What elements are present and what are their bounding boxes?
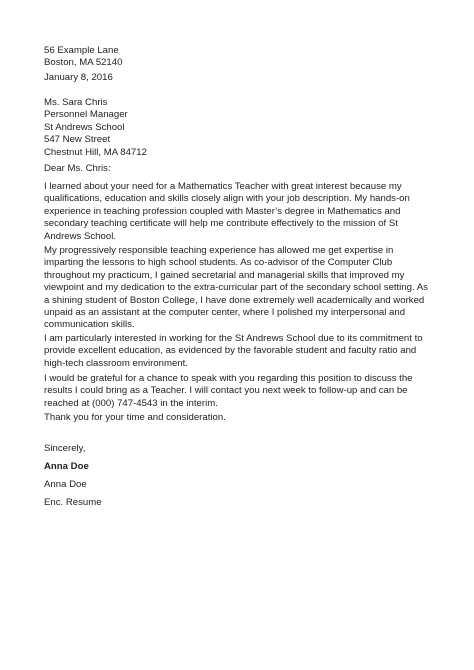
- recipient-city: Chestnut Hill, MA 84712: [44, 146, 147, 158]
- paragraph-line: I am particularly interested in working for the St Andrews School due to its commitment to: [44, 333, 423, 344]
- paragraph-line: Thank you for your time and consideration.: [44, 412, 226, 423]
- recipient-name: Ms. Sara Chris: [44, 97, 108, 108]
- paragraph-line: experience in teaching profession coupled with Master’s degree in Mathematics and: [44, 205, 401, 217]
- recipient-title: Personnel Manager: [44, 109, 128, 121]
- paragraph-line: throughout my practicum, I gained secretarial and managerial skills that improved my: [44, 269, 405, 281]
- paragraph-line: results I could bring as a Teacher. I will contact you next week to follow-up and can be: [44, 385, 408, 397]
- paragraph-line: I would be grateful for a chance to speak with you regarding this position to discuss the: [44, 373, 413, 384]
- recipient-organization: St Andrews School: [44, 121, 125, 133]
- paragraph-line: imparting the lessons to high school students. As co-advisor of the Computer Club: [44, 257, 393, 269]
- recipient-street: 547 New Street: [44, 134, 111, 146]
- letter-date: [44, 72, 444, 84]
- signature: [44, 461, 444, 473]
- paragraph-2: [44, 245, 444, 332]
- paragraph-line: high-tech classroom environment.: [44, 357, 188, 369]
- paragraph-line: a shining student of Boston College, I have done extremely well academically and worked: [44, 294, 425, 306]
- sender-address: [44, 45, 444, 70]
- paragraph-line: I learned about your need for a Mathematics Teacher with great interest because my: [44, 181, 402, 192]
- paragraph-line: communication skills.: [44, 319, 135, 331]
- paragraph-line: secondary teaching certificate will help me contribute effectively to the mission of St: [44, 218, 398, 230]
- sender-street: 56 Example Lane: [44, 45, 119, 56]
- salutation: [44, 163, 444, 175]
- paragraph-3: [44, 333, 444, 370]
- paragraph-line: unpaid as an assistant at the computer center, where I polished my interpersonal and: [44, 307, 406, 319]
- closing: [44, 443, 444, 455]
- typed-name: [44, 479, 444, 491]
- paragraph-1: [44, 181, 444, 243]
- paragraph-line: viewpoint and my dedication to the extra-curricular part of the secondary school setting. As: [44, 282, 428, 294]
- paragraph-line: provide excellent education, as evidenced by the favorable student and faculty ratio and: [44, 345, 417, 357]
- paragraph-line: qualifications, education and skills closely align with your job description. My hands-on: [44, 193, 410, 205]
- paragraph-line: Andrews School.: [44, 230, 116, 242]
- date-text: January 8, 2016: [44, 72, 113, 83]
- signature-name: Anna Doe: [44, 461, 89, 472]
- enclosure: [44, 497, 444, 509]
- paragraph-line: My progressively responsible teaching experience has allowed me get expertise in: [44, 245, 394, 256]
- paragraph-5: [44, 412, 444, 424]
- enclosure-text: Enc. Resume: [44, 497, 102, 508]
- closing-text: Sincerely,: [44, 443, 86, 454]
- paragraph-line: reached at (000) 747-4543 in the interim.: [44, 397, 218, 409]
- salutation-text: Dear Ms. Chris:: [44, 163, 111, 174]
- typed-name-text: Anna Doe: [44, 479, 87, 490]
- sender-city: Boston, MA 52140: [44, 57, 123, 69]
- recipient-address: [44, 97, 444, 159]
- paragraph-4: [44, 373, 444, 410]
